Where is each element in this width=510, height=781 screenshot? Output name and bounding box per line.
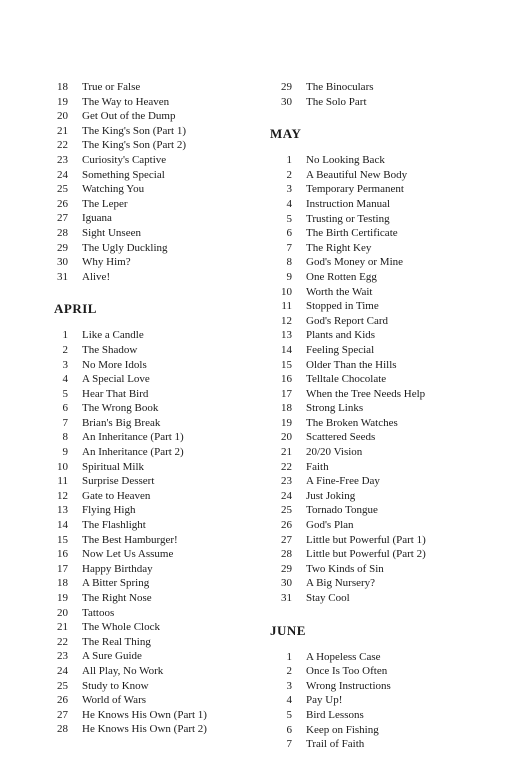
day-number: 21: [281, 446, 292, 459]
day-number: 2: [286, 665, 292, 678]
list-item: [48, 168, 258, 183]
list-item: [264, 533, 494, 548]
april-heading: APRIL: [54, 301, 97, 317]
list-item: [48, 576, 258, 591]
list-item: [48, 722, 258, 737]
day-number: 26: [57, 694, 68, 707]
list-item: [48, 518, 258, 533]
list-item: [48, 153, 258, 168]
list-item: [264, 693, 494, 708]
list-item: [264, 416, 494, 431]
list-item: [48, 430, 258, 445]
june-list: [264, 650, 494, 752]
devotion-title: Wrong Instructions: [306, 679, 391, 692]
devotion-title: Pay Up!: [306, 694, 343, 707]
devotion-title: The Real Thing: [82, 635, 151, 648]
list-item: [264, 723, 494, 738]
devotion-title: The Whole Clock: [82, 621, 160, 634]
day-number: 15: [57, 533, 68, 546]
list-item: [48, 124, 258, 139]
list-item: [48, 708, 258, 723]
day-number: 7: [286, 738, 292, 751]
devotion-title: Curiosity's Captive: [82, 153, 167, 166]
devotion-title: Tattoos: [82, 606, 115, 619]
day-number: 27: [281, 533, 292, 546]
devotion-title: One Rotten Egg: [306, 270, 377, 283]
devotion-title: Keep on Fishing: [306, 723, 379, 736]
devotion-title: Stopped in Time: [306, 300, 379, 313]
day-number: 21: [57, 124, 68, 137]
day-number: 2: [62, 343, 68, 356]
list-item: [264, 212, 494, 227]
devotion-title: No Looking Back: [306, 154, 385, 167]
list-item: [264, 650, 494, 665]
devotion-title: No More Idols: [82, 358, 147, 371]
devotion-title: A Beautiful New Body: [306, 168, 408, 181]
devotion-title: He Knows His Own (Part 1): [82, 708, 207, 721]
devotion-title: 20/20 Vision: [306, 446, 363, 459]
day-number: 7: [286, 241, 292, 254]
devotion-title: Gate to Heaven: [82, 489, 151, 502]
list-item: [48, 109, 258, 124]
list-item: [264, 153, 494, 168]
list-item: [264, 270, 494, 285]
devotion-title: The Best Hamburger!: [82, 533, 178, 546]
devotion-title: The Wrong Book: [82, 402, 159, 415]
devotion-title: The Ugly Duckling: [82, 241, 168, 254]
list-item: [264, 445, 494, 460]
list-item: [48, 635, 258, 650]
list-item: [48, 460, 258, 475]
devotion-title: Now Let Us Assume: [82, 548, 174, 561]
list-item: [264, 547, 494, 562]
devotion-title: Tornado Tongue: [306, 504, 378, 517]
day-number: 23: [281, 475, 292, 488]
devotion-title: Study to Know: [82, 679, 149, 692]
day-number: 2: [286, 168, 292, 181]
devotion-title: The Right Nose: [82, 592, 152, 604]
list-item: [48, 95, 258, 110]
list-item: [48, 693, 258, 708]
devotion-title: The Flashlight: [82, 519, 146, 532]
devotion-title: The Way to Heaven: [82, 95, 170, 108]
list-item: [264, 518, 494, 533]
devotion-title: Alive!: [82, 270, 111, 283]
list-item: [264, 197, 494, 212]
devotion-title: Spiritual Milk: [82, 460, 145, 473]
devotion-title: A Sure Guide: [82, 650, 142, 663]
list-item: [264, 168, 494, 183]
devotion-title: Temporary Permanent: [306, 183, 404, 196]
list-item: [48, 562, 258, 577]
list-item: [48, 474, 258, 489]
day-number: 30: [57, 256, 68, 269]
day-number: 19: [281, 416, 292, 429]
day-number: 6: [286, 723, 292, 736]
day-number: 28: [281, 548, 292, 561]
day-number: 4: [286, 197, 292, 210]
list-item: [264, 358, 494, 373]
devotion-title: Flying High: [82, 504, 136, 517]
devotion-title: A Fine-Free Day: [306, 475, 380, 488]
may-heading: MAY: [270, 126, 302, 142]
day-number: 20: [57, 110, 68, 123]
list-item: [264, 314, 494, 329]
list-item: [264, 562, 494, 577]
day-number: 19: [57, 95, 68, 108]
devotion-title: Worth the Wait: [306, 285, 373, 298]
list-item: [48, 226, 258, 241]
day-number: 28: [57, 723, 68, 736]
devotion-title: Hear That Bird: [82, 387, 149, 400]
list-item: [264, 387, 494, 402]
day-number: 12: [57, 489, 68, 502]
list-item: [264, 474, 494, 489]
list-item: [48, 533, 258, 548]
day-number: 13: [281, 329, 292, 342]
day-number: 5: [286, 212, 292, 225]
day-number: 29: [57, 241, 68, 254]
devotion-title: Plants and Kids: [306, 329, 376, 342]
day-number: 28: [57, 226, 68, 239]
devotion-title: An Inheritance (Part 2): [82, 446, 184, 459]
devotion-title: Get Out of the Dump: [82, 110, 176, 123]
list-item: [48, 343, 258, 358]
list-item: [48, 547, 258, 562]
list-item: [264, 285, 494, 300]
day-number: 30: [281, 577, 292, 590]
devotion-title: Bird Lessons: [306, 708, 364, 721]
devotion-title: The Shadow: [82, 343, 138, 356]
day-number: 19: [57, 592, 68, 604]
day-number: 3: [286, 679, 292, 692]
devotion-title: Something Special: [82, 168, 165, 181]
devotion-title: Like a Candle: [82, 329, 144, 342]
devotion-title: Brian's Big Break: [82, 416, 161, 429]
march-continued-list: [48, 80, 258, 284]
day-number: 18: [57, 81, 68, 93]
day-number: 3: [62, 358, 68, 371]
day-number: 27: [57, 212, 68, 225]
day-number: 25: [57, 679, 68, 692]
list-item: [48, 664, 258, 679]
day-number: 5: [62, 387, 68, 400]
devotion-title: The Solo Part: [306, 95, 367, 108]
devotion-title: The King's Son (Part 2): [82, 139, 187, 152]
day-number: 29: [281, 81, 292, 93]
day-number: 31: [281, 592, 292, 604]
list-item: [264, 489, 494, 504]
day-number: 26: [281, 519, 292, 532]
devotion-title: Iguana: [82, 212, 112, 225]
list-item: [264, 255, 494, 270]
list-item: [264, 576, 494, 591]
devotion-title: Watching You: [82, 183, 145, 196]
list-item: [264, 460, 494, 475]
devotion-title: The Leper: [82, 197, 128, 210]
devotion-title: Surprise Dessert: [82, 475, 155, 488]
devotion-title: Trail of Faith: [306, 738, 365, 751]
list-item: [264, 503, 494, 518]
june-heading: JUNE: [270, 622, 306, 638]
day-number: 17: [57, 562, 68, 575]
devotion-title: God's Plan: [306, 519, 354, 532]
list-item: [48, 270, 258, 285]
day-number: 11: [57, 475, 68, 488]
list-item: [48, 387, 258, 402]
list-item: [48, 620, 258, 635]
list-item: [48, 80, 258, 95]
devotion-title: Two Kinds of Sin: [306, 562, 384, 575]
day-number: 14: [57, 519, 68, 532]
list-item: [48, 649, 258, 664]
list-item: [48, 358, 258, 373]
list-item: [48, 241, 258, 256]
devotion-title: When the Tree Needs Help: [306, 387, 426, 400]
list-item: [264, 664, 494, 679]
list-item: [264, 708, 494, 723]
day-number: 18: [281, 402, 292, 415]
list-item: [48, 138, 258, 153]
day-number: 4: [62, 373, 68, 386]
list-item: [264, 679, 494, 694]
list-item: [48, 503, 258, 518]
devotion-title: Instruction Manual: [306, 197, 391, 210]
day-number: 5: [286, 708, 292, 721]
devotion-title: Once Is Too Often: [306, 665, 388, 678]
list-item: [48, 255, 258, 270]
list-item: [264, 401, 494, 416]
devotion-title: Strong Links: [306, 402, 364, 415]
devotion-title: The Broken Watches: [306, 416, 398, 429]
day-number: 7: [62, 416, 68, 429]
list-item: [48, 372, 258, 387]
list-item: [48, 489, 258, 504]
list-item: [264, 80, 494, 95]
devotion-title: A Bitter Spring: [82, 577, 150, 590]
list-item: [264, 430, 494, 445]
left-column: [48, 80, 258, 737]
day-number: 1: [286, 650, 292, 663]
day-number: 10: [281, 285, 292, 298]
day-number: 15: [281, 358, 292, 371]
list-item: [264, 328, 494, 343]
day-number: 20: [57, 606, 68, 619]
day-number: 14: [281, 343, 292, 356]
list-item: [48, 211, 258, 226]
devotion-title: God's Report Card: [306, 314, 389, 327]
devotion-title: Faith: [306, 460, 329, 473]
list-item: [264, 343, 494, 358]
day-number: 20: [281, 431, 292, 444]
devotion-title: Little but Powerful (Part 2): [306, 548, 426, 561]
day-number: 24: [57, 664, 68, 677]
devotion-title: Sight Unseen: [82, 226, 141, 239]
devotion-title: Stay Cool: [306, 592, 350, 604]
list-item: [48, 328, 258, 343]
devotion-title: Feeling Special: [306, 343, 375, 356]
day-number: 22: [57, 139, 68, 152]
day-number: 22: [281, 460, 292, 473]
day-number: 24: [281, 489, 292, 502]
list-item: [48, 606, 258, 621]
devotion-title: World of Wars: [82, 694, 147, 707]
devotion-title: The King's Son (Part 1): [82, 124, 187, 137]
devotion-title: Just Joking: [306, 489, 356, 502]
day-number: 3: [286, 183, 292, 196]
day-number: 18: [57, 577, 68, 590]
list-item: [48, 679, 258, 694]
devotion-title: Little but Powerful (Part 1): [306, 533, 426, 546]
devotion-title: The Birth Certificate: [306, 227, 398, 240]
list-item: [264, 299, 494, 314]
list-item: [48, 182, 258, 197]
list-item: [264, 591, 494, 606]
day-number: 29: [281, 562, 292, 575]
day-number: 8: [286, 256, 292, 269]
right-column: [264, 80, 494, 752]
day-number: 27: [57, 708, 68, 721]
list-item: [264, 241, 494, 256]
day-number: 23: [57, 153, 68, 166]
day-number: 10: [57, 460, 68, 473]
day-number: 13: [57, 504, 68, 517]
devotion-title: Telltale Chocolate: [306, 373, 387, 386]
day-number: 1: [62, 329, 68, 342]
april-continued-list: [264, 80, 494, 109]
day-number: 22: [57, 635, 68, 648]
devotion-title: He Knows His Own (Part 2): [82, 723, 207, 736]
day-number: 25: [281, 504, 292, 517]
devotion-title: Why Him?: [82, 256, 131, 269]
list-item: [264, 226, 494, 241]
day-number: 26: [57, 197, 68, 210]
list-item: [48, 416, 258, 431]
devotion-title: A Big Nursery?: [306, 577, 376, 590]
day-number: 21: [57, 621, 68, 634]
may-list: [264, 153, 494, 605]
day-number: 30: [281, 95, 292, 108]
day-number: 6: [286, 227, 292, 240]
day-number: 11: [281, 300, 292, 313]
day-number: 16: [57, 548, 68, 561]
day-number: 17: [281, 387, 292, 400]
day-number: 9: [286, 270, 292, 283]
devotion-title: Scattered Seeds: [306, 431, 376, 444]
devotion-title: God's Money or Mine: [306, 256, 404, 269]
devotion-title: The Binoculars: [306, 81, 374, 93]
day-number: 4: [286, 694, 292, 707]
list-item: [264, 737, 494, 752]
devotion-title: The Right Key: [306, 241, 372, 254]
list-item: [264, 95, 494, 110]
day-number: 6: [62, 402, 68, 415]
devotion-title: Older Than the Hills: [306, 358, 397, 371]
list-item: [264, 182, 494, 197]
devotion-title: All Play, No Work: [82, 664, 164, 677]
list-item: [48, 591, 258, 606]
list-item: [48, 445, 258, 460]
day-number: 9: [62, 446, 68, 459]
list-item: [48, 401, 258, 416]
day-number: 24: [57, 168, 68, 181]
devotion-title: Trusting or Testing: [306, 212, 390, 225]
april-list: [48, 328, 258, 737]
day-number: 25: [57, 183, 68, 196]
devotion-title: True or False: [82, 81, 141, 93]
day-number: 23: [57, 650, 68, 663]
list-item: [48, 197, 258, 212]
day-number: 8: [62, 431, 68, 444]
day-number: 12: [281, 314, 292, 327]
devotion-title: Happy Birthday: [82, 562, 153, 575]
devotion-title: A Special Love: [82, 373, 150, 386]
day-number: 31: [57, 270, 68, 283]
devotion-title: An Inheritance (Part 1): [82, 431, 184, 444]
list-item: [264, 372, 494, 387]
devotion-title: A Hopeless Case: [306, 650, 381, 663]
day-number: 1: [286, 154, 292, 167]
day-number: 16: [281, 373, 292, 386]
